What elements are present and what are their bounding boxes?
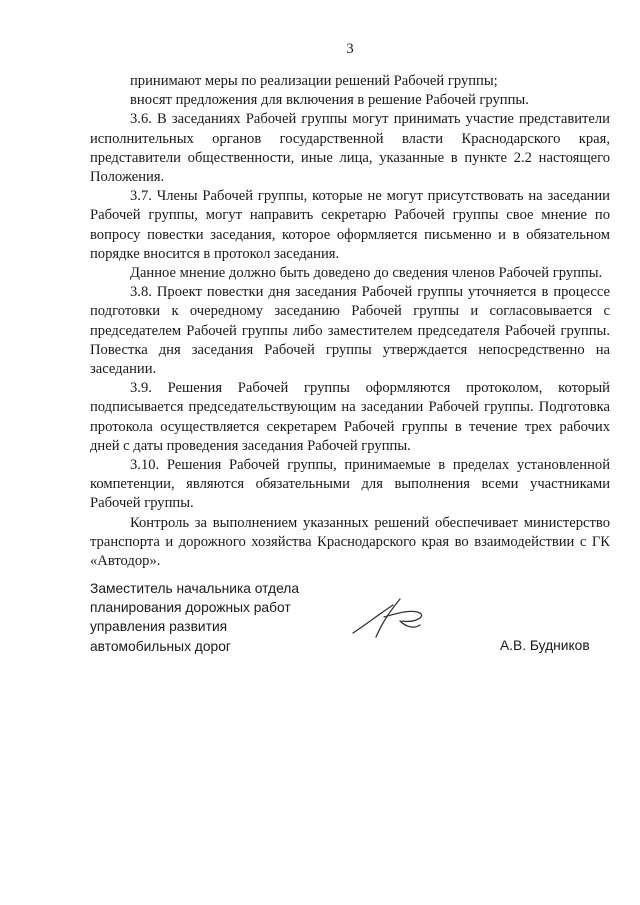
paragraph: 3.9. Решения Рабочей группы оформляются протоколом, который подписывается председательствующим на заседании Рабочей группы. Подготовка протокола осуществляется секретарем Рабочей группы в течение трех рабочих дней с даты проведения заседания Рабочей группы. <box>90 380 610 454</box>
paragraph: 3.7. Члены Рабочей группы, которые не могут присутствовать на заседании Рабочей группы, могут направить секретарю Рабочей группы свое мнение по вопросу повестки заседания, которое оформляется письменно и в обязательном порядке вносится в протокол заседания. <box>90 188 610 262</box>
page-number: 3 <box>346 41 354 57</box>
paragraph: Данное мнение должно быть доведено до сведения членов Рабочей группы. <box>130 265 603 282</box>
paragraph: вносят предложения для включения в решение Рабочей группы. <box>130 92 529 109</box>
paragraph: 3.10. Решения Рабочей группы, принимаемые в пределах установленной компетенции, являются обязательными для выполнения всеми участниками Рабочей группы. <box>90 457 610 512</box>
paragraph: 3.8. Проект повестки дня заседания Рабочей группы уточняется в процессе подготовки к очередному заседанию Рабочей группы и согласовывается с председателем Рабочей группы либо заместителем председателя Рабочей группы. Повестка дня заседания Рабочей группы утверждается непосредственно на заседании. <box>90 284 610 378</box>
document-body <box>90 72 610 571</box>
signer-position-line: планирования дорожных работ <box>90 600 291 616</box>
signer-position-line: Заместитель начальника отдела <box>90 581 300 596</box>
paragraph: принимают меры по реализации решений Рабочей группы; <box>130 73 498 89</box>
handwritten-signature-icon <box>348 593 428 643</box>
paragraph: 3.6. В заседаниях Рабочей группы могут принимать участие представители исполнительных органов государственной власти Краснодарского края, представители общественности, иные лица, указанные в пункте 2.2 настоящего Положения. <box>90 111 610 186</box>
signer-position-line: автомобильных дорог <box>90 638 231 654</box>
signature-block <box>90 579 610 656</box>
paragraph: Контроль за выполнением указанных решений обеспечивает министерство транспорта и дорожного хозяйства Краснодарского края во взаимодействии с ГК «Автодор». <box>90 514 610 570</box>
signer-position-line: управления развития <box>90 619 228 635</box>
signer-name: А.В. Будников <box>500 638 590 653</box>
